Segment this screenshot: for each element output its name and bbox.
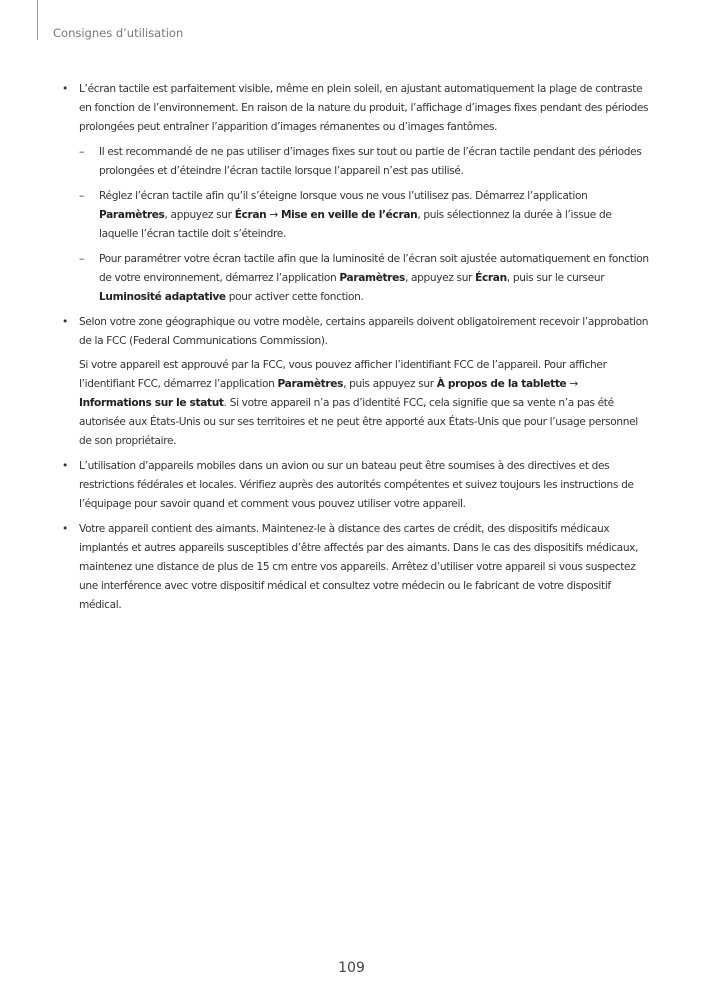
display-label: Écran <box>475 272 507 284</box>
adaptive-brightness-label: Luminosité adaptative <box>99 291 226 303</box>
about-tablet-label: À propos de la tablette <box>436 378 567 390</box>
text-run: Réglez l’écran tactile afin qu’il s’éteigne lorsque vous ne vous l’utilisez pas. Démarrez l’application <box>99 190 588 202</box>
text-run: , puis sur le curseur <box>506 272 605 284</box>
text-run: , puis appuyez sur <box>343 378 437 390</box>
sub-item-screen-timeout <box>79 187 650 244</box>
bullet-text: • Selon votre zone géographique ou votre modèle, certains appareils doivent obligatoirement recevoir l’approbation de la FCC (Federal Communications Commission). <box>79 316 649 347</box>
text-run: . Si votre appareil n’a pas d’identité FCC, cela signifie que sa vente n’a pas été autorisée aux États-Unis ou sur ses territoires et ne peut être apporté aux États-Unis que pour l’usage personnel de son propriétaire. <box>79 397 638 447</box>
bullet-item-screen <box>62 80 650 307</box>
page-content <box>62 80 650 621</box>
arrow-separator: → <box>566 378 578 390</box>
sub-item-text: Il est recommandé de ne pas utiliser d’images fixes sur tout ou partie de l’écran tactile pendant des périodes prolongées et d’éteindre l’écran tactile lorsque l’appareil n’est pas utilisé. <box>99 146 642 177</box>
bullet-item-fcc <box>62 313 650 451</box>
text-run: Si votre appareil est approuvé par la FCC, vous pouvez afficher l’identifiant FCC de l’appareil. Pour afficher l’identifiant FCC, démarrez l’application <box>79 359 607 390</box>
sub-item-adaptive-brightness <box>79 250 650 307</box>
page-number: 109 <box>338 960 365 976</box>
fcc-paragraph <box>79 356 650 451</box>
text-run: , appuyez sur <box>404 272 476 284</box>
sub-item-still-images <box>79 143 650 181</box>
section-title: Consignes d’utilisation <box>53 26 184 40</box>
header-rule <box>37 0 38 40</box>
settings-label: Paramètres <box>99 209 165 221</box>
bullet-text: • L’écran tactile est parfaitement visible, même en plein soleil, en ajustant automatiquement la plage de contraste en fonction de l’environnement. En raison de la nature du produit, l’affichage d’images fixes pendant des périodes prolongées peut entraîner l’apparition d’images rémanentes ou d’images fantômes. <box>79 83 649 133</box>
status-info-label: Informations sur le statut <box>79 397 224 409</box>
text-run: , puis sélectionnez la durée à l’issue de laquelle l’écran tactile doit s’éteindre. <box>99 209 612 240</box>
display-label: Écran <box>234 209 267 221</box>
text-run: , appuyez sur <box>164 209 235 221</box>
bullet-text: • Votre appareil contient des aimants. Maintenez-le à distance des cartes de crédit, des dispositifs médicaux implantés et autres appareils susceptibles d’être affectés par des aimants. Dans le cas des dispositifs médicaux, maintenez une distance de plus de 15 cm entre vos appareils. Arrêtez d’utiliser votre appareil si vous suspectez une interférence avec votre dispositif médical et consultez votre médecin ou le fabricant de votre dispositif médical. <box>79 523 639 611</box>
screen-timeout-label: Mise en veille de l’écran <box>280 209 418 221</box>
bullet-item-magnets <box>62 520 650 615</box>
text-run: pour activer cette fonction. <box>225 291 364 303</box>
settings-label: Paramètres <box>339 272 405 284</box>
text-run: Pour paramétrer votre écran tactile afin que la luminosité de l’écran soit ajustée automatiquement en fonction de votre environnement, démarrez l’application <box>99 253 649 284</box>
bullet-item-aircraft <box>62 457 650 514</box>
settings-label: Paramètres <box>277 378 344 390</box>
arrow-separator: → <box>266 209 281 221</box>
bullet-text: • L’utilisation d’appareils mobiles dans un avion ou sur un bateau peut être soumises à des directives et des restrictions fédérales et locales. Vérifiez auprès des autorités compétentes et suivez toujours les instructions de l’équipage pour savoir quand et comment vous pouvez utiliser votre appareil. <box>79 460 634 510</box>
